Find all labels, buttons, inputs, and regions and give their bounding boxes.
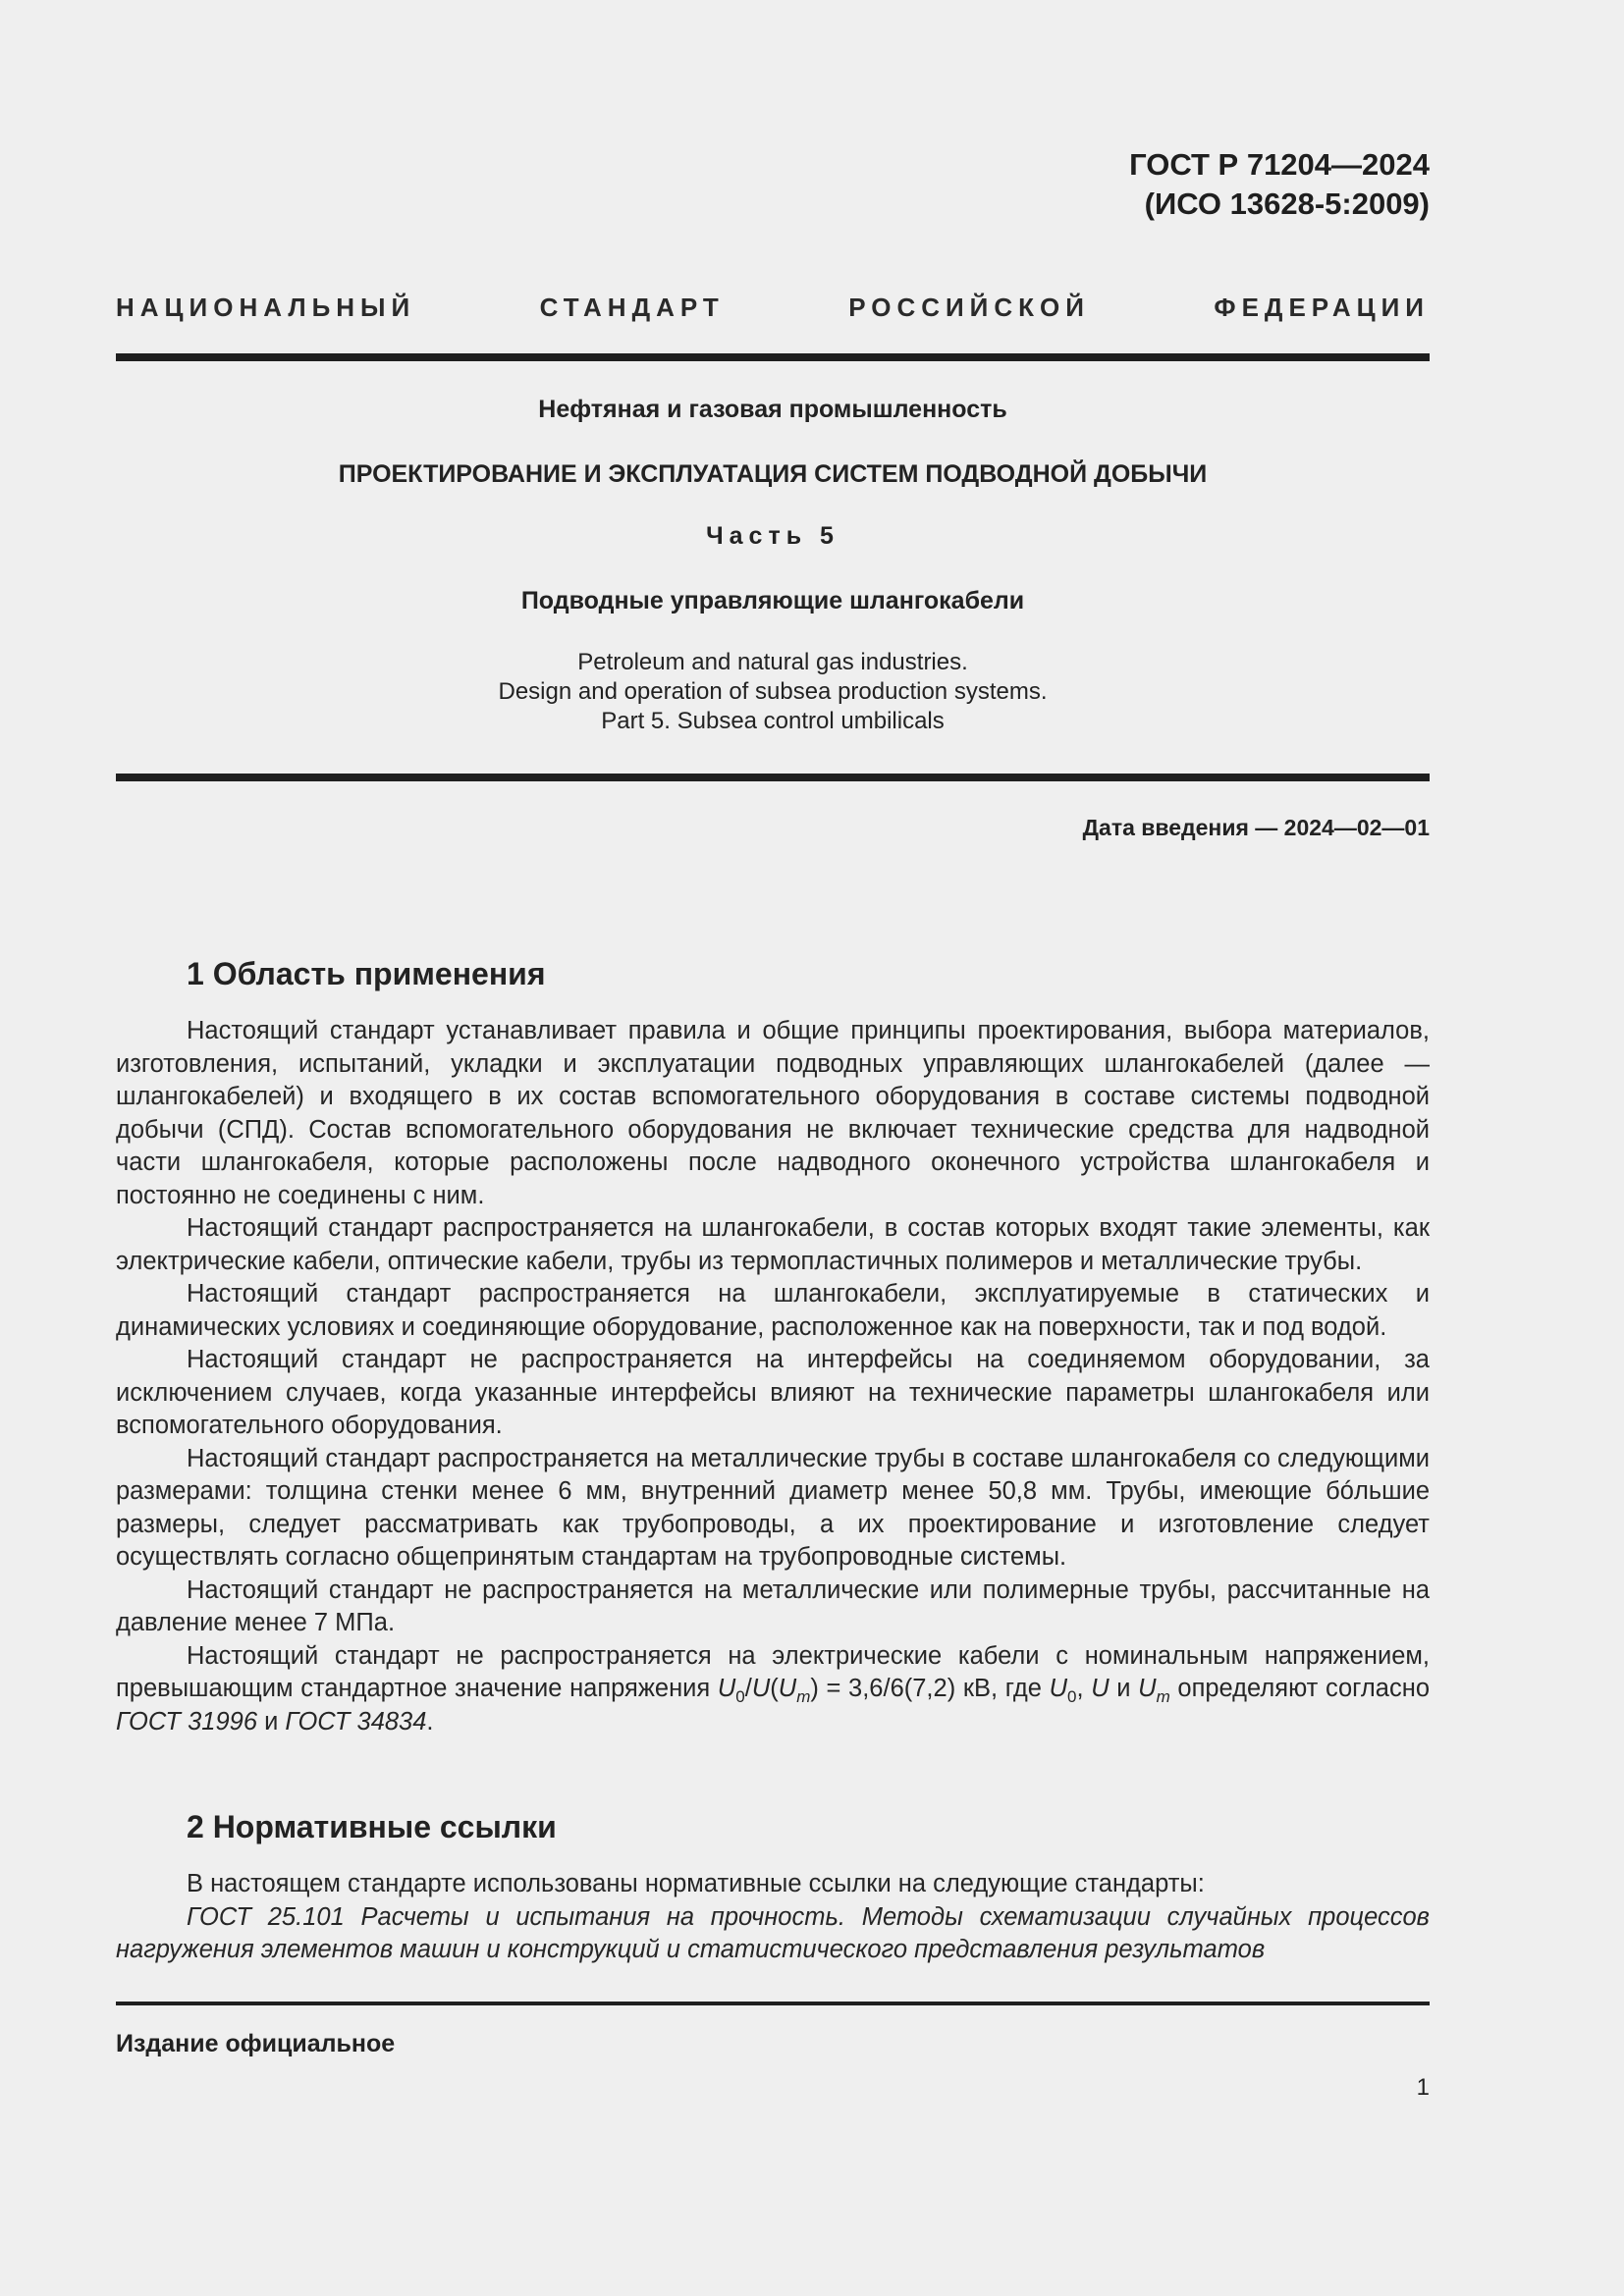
official-edition-label: Издание официальное — [116, 2030, 396, 2057]
paragraph: В настоящем стандарте использованы нормативные ссылки на следующие стандарты: — [187, 1870, 1205, 1897]
paragraph: Настоящий стандарт распространяется на металлические трубы в составе шлангокабеля со следующими размерами: толщина стенки менее 6 мм, внутренний диаметр менее 50,8 мм. Трубы, имеющие бóльшие размеры, следует рассматривать как трубопроводы, а их проектирование и изготовление следует осуществлять согласно общепринятым стандартам на трубопроводные системы. — [116, 1444, 1430, 1571]
main-title: ПРОЕКТИРОВАНИЕ И ЭКСПЛУАТАЦИЯ СИСТЕМ ПОДВОДНОЙ ДОБЫЧИ — [338, 460, 1208, 488]
section-1-body — [116, 1015, 1430, 1738]
section-2-heading: 2 Нормативные ссылки — [187, 1809, 557, 1844]
header-divider — [116, 353, 1430, 361]
english-title-line: Design and operation of subsea production systems. — [498, 678, 1048, 705]
english-title — [116, 648, 1430, 736]
paragraph: Настоящий стандарт устанавливает правила и общие принципы проектирования, выбора материалов, изготовления, испытаний, укладки и эксплуатации подводных управляющих шлангокабелей (далее — шлангокабелей) и входящего в их состав вспомогательного оборудования в составе системы подводной добычи (СПД). Состав вспомогательного оборудования не включает технические средства для надводной части шлангокабеля, которые расположены после надводного оконечного устройства шлангокабеля и постоянно не соединены с ним. — [116, 1017, 1430, 1209]
title-divider — [116, 774, 1430, 781]
document-identifier — [1129, 145, 1430, 224]
national-standard-banner: НАЦИОНАЛЬНЫЙ СТАНДАРТ РОССИЙСКОЙ ФЕДЕРАЦИИ — [116, 293, 1430, 322]
paragraph-voltage: Настоящий стандарт не распространяется на электрические кабели с номинальным напряжением, превышающим стандартное значение напряжения $U_0/U(U_m) = 3,6/6(7,2)$ кВ, где $U_0$, U и $U_m$ определяют согласно ГОСТ 31996 и ГОСТ 34834. — [116, 1641, 1431, 1735]
section-1-heading: 1 Область применения — [187, 956, 546, 991]
page-number: 1 — [1416, 2074, 1430, 2101]
paragraph: Настоящий стандарт не распространяется на металлические или полимерные трубы, рассчитанные на давление менее 7 МПа. — [116, 1575, 1430, 1636]
paragraph: Настоящий стандарт не распространяется на интерфейсы на соединяемом оборудовании, за исключением случаев, когда указанные интерфейсы влияют на технические параметры шлангокабеля или вспомогательного оборудования. — [116, 1346, 1430, 1439]
paragraph: Настоящий стандарт распространяется на шлангокабели, эксплуатируемые в статических и динамических условиях и соединяющие оборудование, расположенное как на поверхности, так и под водой. — [116, 1280, 1430, 1341]
introduction-date: Дата введения — 2024—02—01 — [1082, 815, 1430, 840]
section-2-body — [116, 1868, 1430, 1967]
part-label: Часть 5 — [706, 522, 839, 550]
document-page — [116, 0, 1430, 2296]
subtitle: Подводные управляющие шлангокабели — [520, 587, 1025, 614]
gost-reference: ГОСТ 31996 — [116, 1707, 257, 1735]
gost-reference: ГОСТ 34834 — [285, 1707, 427, 1735]
english-title-line: Petroleum and natural gas industries. — [577, 649, 968, 675]
industry-title: Нефтяная и газовая промышленность — [538, 396, 1007, 423]
reference-entry: ГОСТ 25.101 Расчеты и испытания на прочность. Методы схематизации случайных процессов нагружения элементов машин и конструкций и статистического представления результатов — [116, 1902, 1430, 1963]
footer-divider — [116, 2002, 1430, 2005]
iso-number: (ИСО 13628-5:2009) — [1144, 187, 1430, 221]
paragraph: Настоящий стандарт распространяется на шлангокабели, в состав которых входят такие элементы, как электрические кабели, оптические кабели, трубы из термопластичных полимеров и металлические трубы. — [116, 1214, 1430, 1275]
english-title-line: Part 5. Subsea control umbilicals — [601, 708, 945, 734]
doc-number: ГОСТ Р 71204—2024 — [1129, 147, 1430, 182]
